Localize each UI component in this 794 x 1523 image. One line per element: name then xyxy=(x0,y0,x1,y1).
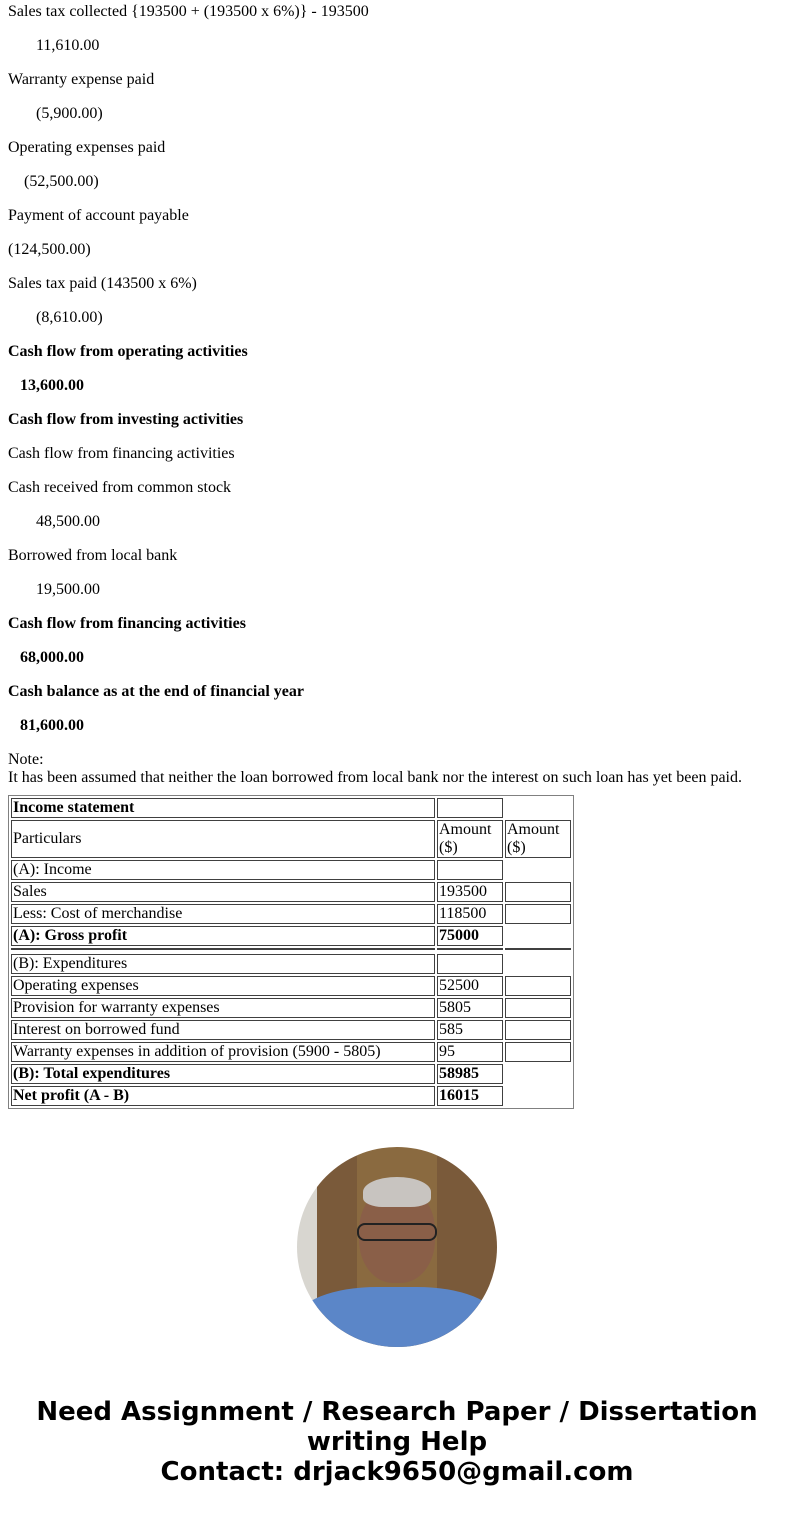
table-row xyxy=(11,1042,571,1062)
table-row xyxy=(11,954,571,974)
cash-flow-line: 19,500.00 xyxy=(36,581,100,598)
divider xyxy=(505,948,571,952)
row-label: Provision for warranty expenses xyxy=(11,998,435,1018)
row-label: Sales xyxy=(11,882,435,902)
author-photo-container xyxy=(8,1147,786,1347)
cash-flow-line: Cash flow from financing activities xyxy=(8,615,246,632)
empty-cell xyxy=(505,1020,571,1040)
empty-cell xyxy=(505,998,571,1018)
divider xyxy=(11,948,435,952)
row-label: Operating expenses xyxy=(11,976,435,996)
row-amount: 58985 xyxy=(437,1064,503,1084)
cash-flow-line: Operating expenses paid xyxy=(8,139,166,156)
footer-contact[interactable]: Contact: drjack9650@gmail.com xyxy=(160,1457,634,1487)
cash-flow-line: Cash flow from investing activities xyxy=(8,411,244,428)
table-row xyxy=(11,904,571,924)
note-label: Note: xyxy=(8,751,44,768)
row-amount: 75000 xyxy=(437,926,503,946)
row-label: Warranty expenses in addition of provision (5900 - 5805) xyxy=(11,1042,435,1062)
cash-flow-line: (5,900.00) xyxy=(36,105,103,122)
empty-cell xyxy=(505,860,571,880)
table-row xyxy=(11,976,571,996)
note-text: It has been assumed that neither the loan borrowed from local bank nor the interest on such loan has yet been paid. xyxy=(8,769,742,786)
empty-cell xyxy=(505,926,571,946)
cash-flow-line: 68,000.00 xyxy=(20,649,84,666)
table-title: Income statement xyxy=(11,798,435,818)
table-row xyxy=(11,860,571,880)
cash-flow-line: (52,500.00) xyxy=(24,173,99,190)
divider xyxy=(437,948,503,952)
empty-cell xyxy=(505,904,571,924)
cash-flow-line: 48,500.00 xyxy=(36,513,100,530)
header-amount-2: Amount ($) xyxy=(505,820,571,858)
table-row xyxy=(11,926,571,946)
row-label: Interest on borrowed fund xyxy=(11,1020,435,1040)
table-title-row xyxy=(11,798,571,818)
cash-flow-line: Cash balance as at the end of financial year xyxy=(8,683,304,700)
cash-flow-line: Payment of account payable xyxy=(8,207,189,224)
row-amount: 193500 xyxy=(437,882,503,902)
note xyxy=(8,751,786,787)
row-label: (A): Income xyxy=(11,860,435,880)
row-amount: 52500 xyxy=(437,976,503,996)
author-photo xyxy=(297,1147,497,1347)
empty-cell xyxy=(505,798,571,818)
separator-row xyxy=(11,948,571,952)
table-row xyxy=(11,1020,571,1040)
table-header-row xyxy=(11,820,571,858)
cash-flow-statement xyxy=(8,3,786,735)
footer-headline: Need Assignment / Research Paper / Dissertation writing Help xyxy=(36,1397,758,1457)
row-label: (B): Expenditures xyxy=(11,954,435,974)
document xyxy=(8,3,786,1487)
row-amount xyxy=(437,954,503,974)
row-amount: 95 xyxy=(437,1042,503,1062)
header-amount-1: Amount ($) xyxy=(437,820,503,858)
cash-flow-line: Cash flow from financing activities xyxy=(8,445,235,462)
cash-flow-line: Sales tax paid (143500 x 6%) xyxy=(8,275,197,292)
row-amount: 16015 xyxy=(437,1086,503,1106)
row-amount xyxy=(437,860,503,880)
cash-flow-line: Borrowed from local bank xyxy=(8,547,178,564)
table-row xyxy=(11,1086,571,1106)
table-row xyxy=(11,882,571,902)
table-row xyxy=(11,1064,571,1084)
table-row xyxy=(11,998,571,1018)
row-amount: 118500 xyxy=(437,904,503,924)
row-amount: 585 xyxy=(437,1020,503,1040)
row-label: (A): Gross profit xyxy=(11,926,435,946)
row-label: Less: Cost of merchandise xyxy=(11,904,435,924)
empty-cell xyxy=(437,798,503,818)
header-particulars: Particulars xyxy=(11,820,435,858)
empty-cell xyxy=(505,1086,571,1106)
row-amount: 5805 xyxy=(437,998,503,1018)
row-label: (B): Total expenditures xyxy=(11,1064,435,1084)
cash-flow-line: Warranty expense paid xyxy=(8,71,155,88)
empty-cell xyxy=(505,1042,571,1062)
empty-cell xyxy=(505,882,571,902)
cash-flow-line: (124,500.00) xyxy=(8,241,91,258)
cash-flow-line: 11,610.00 xyxy=(36,37,100,54)
empty-cell xyxy=(505,976,571,996)
footer-banner xyxy=(8,1397,786,1487)
cash-flow-line: Sales tax collected {193500 + (193500 x 6%)} - 193500 xyxy=(8,3,369,20)
row-label: Net profit (A - B) xyxy=(11,1086,435,1106)
cash-flow-line: Cash received from common stock xyxy=(8,479,232,496)
empty-cell xyxy=(505,1064,571,1084)
cash-flow-line: 13,600.00 xyxy=(20,377,84,394)
empty-cell xyxy=(505,954,571,974)
cash-flow-line: (8,610.00) xyxy=(36,309,103,326)
income-statement-table xyxy=(8,795,574,1109)
cash-flow-line: 81,600.00 xyxy=(20,717,84,734)
cash-flow-line: Cash flow from operating activities xyxy=(8,343,248,360)
